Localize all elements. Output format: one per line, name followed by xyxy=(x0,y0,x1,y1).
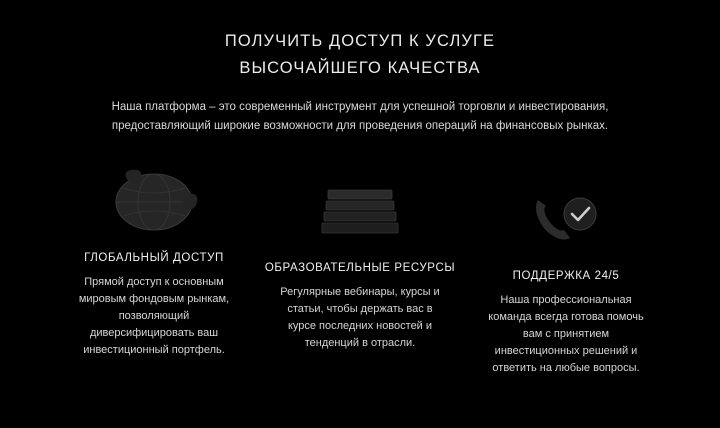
headline-line-2: ВЫСОЧАЙШЕГО КАЧЕСТВА xyxy=(239,59,481,77)
headline-line-1: ПОЛУЧИТЬ ДОСТУП К УСЛУГЕ xyxy=(224,32,496,50)
globe-icon xyxy=(99,162,209,240)
card-title: ГЛОБАЛЬНЫЙ ДОСТУП xyxy=(84,252,224,264)
card-body: Регулярные вебинары, курсы и статьи, чтобы держать вас в курсе последних новостей и тенденций в отрасли. xyxy=(280,286,440,349)
feature-card xyxy=(466,180,666,377)
card-body: Наша профессиональная команда всегда готова помочь вам с принятием инвестиционных решений и ответить на любые вопросы. xyxy=(488,294,644,374)
intro-paragraph: Наша платформа – это современный инструмент для успешной торговли и инвестирования, предоставляющий широкие возможности для проведения операций на финансовых рынках. xyxy=(111,101,609,132)
page-title xyxy=(0,0,720,82)
feature-card xyxy=(54,162,254,359)
support-phone-check-icon xyxy=(516,180,616,258)
card-title: ОБРАЗОВАТЕЛЬНЫЕ РЕСУРСЫ xyxy=(264,262,456,274)
feature-card xyxy=(260,172,460,352)
card-title: ПОДДЕРЖКА 24/5 xyxy=(512,270,620,282)
feature-cards xyxy=(0,162,720,377)
books-icon xyxy=(310,172,410,250)
card-body: Прямой доступ к основным мировым фондовым рынкам, позволяющий диверсифицировать ваш инвестиционный портфель. xyxy=(78,276,230,356)
